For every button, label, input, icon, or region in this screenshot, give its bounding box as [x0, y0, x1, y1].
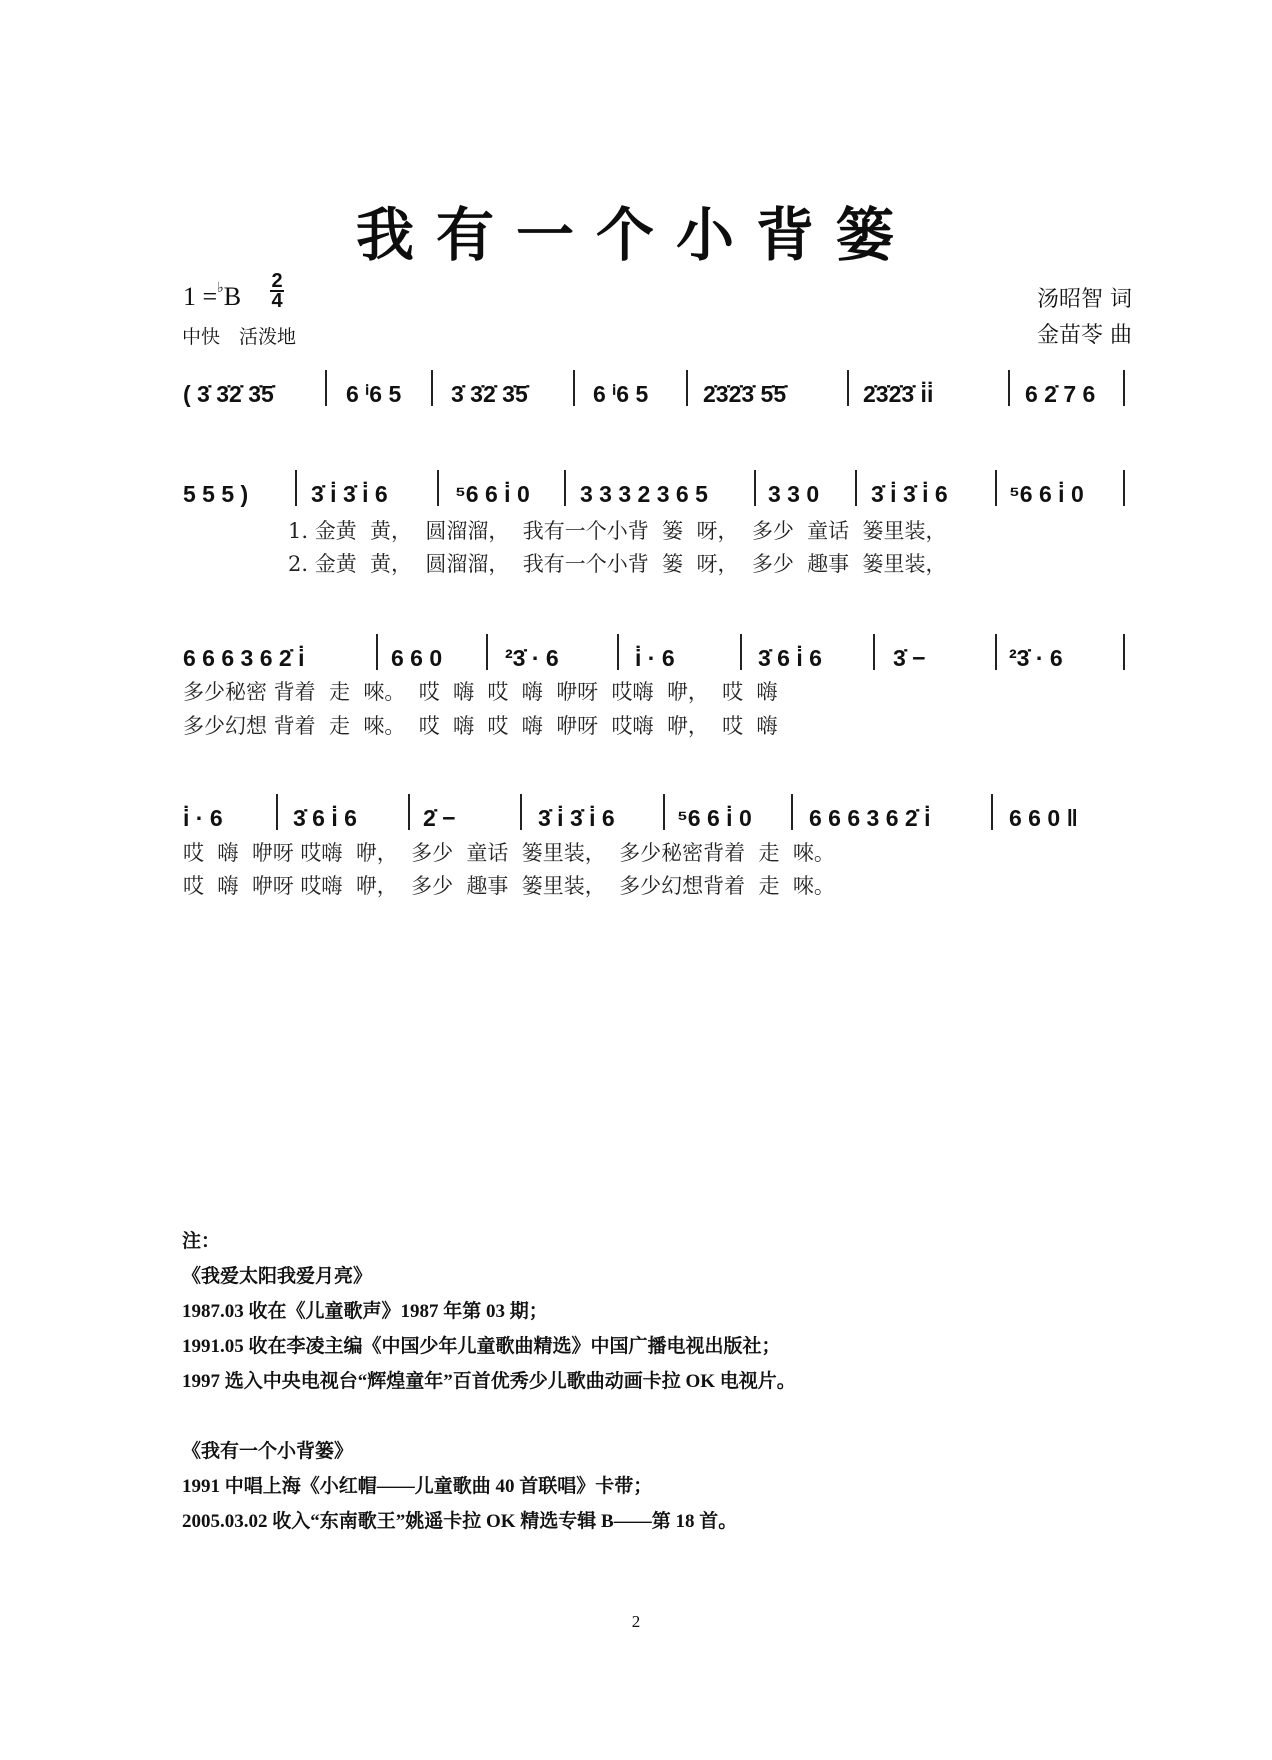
- barline: [791, 794, 793, 830]
- measure: 3 3 3 2 3 6 5: [580, 481, 708, 507]
- time-signature: [270, 272, 284, 310]
- barline: [855, 470, 857, 506]
- measure: i̇ · 6: [183, 805, 223, 831]
- barline: [573, 370, 575, 406]
- notes-section: [182, 1224, 796, 1539]
- measure: 6 ⁱ6 5: [346, 381, 402, 407]
- barline: [847, 370, 849, 406]
- measure: ²3̇ · 6: [1009, 645, 1063, 671]
- measure: 2̇3̇2̇3̇ 5̇5̇: [703, 381, 787, 407]
- measure: ²3̇ · 6: [505, 645, 559, 671]
- barline: [663, 794, 665, 830]
- note-line: 1987.03 收在《儿童歌声》1987 年第 03 期；: [182, 1301, 548, 1322]
- key-signature: [183, 282, 241, 312]
- barline: [873, 634, 875, 670]
- measure: 3̇ i̇ 3̇ i̇ 6: [311, 481, 388, 507]
- measure: 2̇3̇2̇3̇ i̇i̇: [863, 381, 934, 407]
- measure: 3̇ 6 i̇ 6: [293, 805, 357, 831]
- measure: 3 3 0: [768, 481, 820, 507]
- score-line-3: [183, 632, 1133, 672]
- lyric-verse-2: 2. 金黄 黄， 圆溜溜， 我有一个小背 篓 呀， 多少 趣事 篓里装，: [288, 552, 947, 576]
- barline: [1123, 370, 1125, 406]
- score-line-2: [183, 468, 1133, 508]
- barline: [754, 470, 756, 506]
- measure: 6 2̇ 7 6: [1025, 381, 1096, 407]
- measure: 6 6 0 ‖: [1009, 805, 1078, 831]
- barline: [520, 794, 522, 830]
- song-title: 我有一个小背篓: [355, 201, 916, 269]
- lyric-verse-1: 1. 金黄 黄， 圆溜溜， 我有一个小背 篓 呀， 多少 童话 篓里装，: [288, 519, 947, 543]
- barline: [437, 470, 439, 506]
- tempo-marking: 中快 活泼地: [182, 326, 297, 348]
- barline: [276, 794, 278, 830]
- lyric-verse-2: 多少幻想 背着 走 唻。 哎 嗨 哎 嗨 咿呀 哎嗨 咿， 哎 嗨: [183, 714, 778, 738]
- barline: [408, 794, 410, 830]
- lyric-verse-2: 哎 嗨 咿呀 哎嗨 咿， 多少 趣事 篓里装， 多少幻想背着 走 唻。: [183, 874, 835, 898]
- measure: 3̇ 6 i̇ 6: [758, 645, 822, 671]
- measure: 5 5 5 ): [183, 481, 249, 507]
- note-line: 2005.03.02 收入“东南歌王”姚遥卡拉 OK 精选专辑 B——第 18 首。: [182, 1511, 738, 1532]
- barline: [376, 634, 378, 670]
- barline: [995, 470, 997, 506]
- barline: [325, 370, 327, 406]
- measure: 6 ⁱ6 5: [593, 381, 649, 407]
- key-note: B: [223, 282, 242, 311]
- measure: ⁵6 6 i̇ 0: [455, 481, 530, 507]
- note-line: 1991 中唱上海《小红帽——儿童歌曲 40 首联唱》卡带；: [182, 1476, 653, 1497]
- barline: [617, 634, 619, 670]
- measure: 6 6 6 3 6 2̇ i̇: [183, 645, 305, 671]
- note-spacer: [182, 1399, 796, 1434]
- note-line: 《我爱太阳我爱月亮》: [182, 1266, 373, 1287]
- barline: [740, 634, 742, 670]
- barline: [1123, 470, 1125, 506]
- barline: [995, 634, 997, 670]
- barline: [486, 634, 488, 670]
- measure: ⁵6 6 i̇ 0: [1009, 481, 1084, 507]
- notes-label: 注：: [182, 1231, 221, 1252]
- measure: 3̇ −: [893, 645, 926, 671]
- score-line-1: [183, 368, 1133, 408]
- lyric-verse-1: 哎 嗨 咿呀 哎嗨 咿， 多少 童话 篓里装， 多少秘密背着 走 唻。: [183, 841, 835, 865]
- measure: 3̇ 3̇2̇ 3̇5̇: [451, 381, 528, 407]
- measure: 3̇ i̇ 3̇ i̇ 6: [871, 481, 948, 507]
- barline: [1123, 634, 1125, 670]
- meter-bottom: 4: [271, 290, 283, 312]
- key-prefix: 1 =: [183, 282, 218, 311]
- lyric-verse-1: 多少秘密 背着 走 唻。 哎 嗨 哎 嗨 咿呀 哎嗨 咿， 哎 嗨: [183, 680, 778, 704]
- measure: ⁵6 6 i̇ 0: [677, 805, 752, 831]
- measure: i̇ · 6: [635, 645, 675, 671]
- barline: [1008, 370, 1010, 406]
- note-line: 1991.05 收在李凌主编《中国少年儿童歌曲精选》中国广播电视出版社；: [182, 1336, 781, 1357]
- flat-sign: ♭: [217, 281, 224, 296]
- meter-top: 2: [271, 270, 283, 292]
- page-number: 2: [631, 1612, 641, 1631]
- barline: [564, 470, 566, 506]
- barline: [686, 370, 688, 406]
- measure: 6 6 0: [391, 645, 443, 671]
- measure: ( 3̇ 3̇2̇ 3̇5̇: [183, 381, 274, 407]
- note-line: 《我有一个小背篓》: [182, 1441, 354, 1462]
- measure: 6 6 6 3 6 2̇ i̇: [809, 805, 931, 831]
- lyricist-credit: 汤昭智 词: [1037, 287, 1132, 312]
- score-line-4: [183, 792, 1133, 832]
- measure: 2̇ −: [423, 805, 456, 831]
- measure: 3̇ i̇ 3̇ i̇ 6: [538, 805, 615, 831]
- composer-credit: 金苗苓 曲: [1037, 323, 1132, 348]
- note-line: 1997 选入中央电视台“辉煌童年”百首优秀少儿歌曲动画卡拉 OK 电视片。: [182, 1371, 796, 1392]
- barline: [991, 794, 993, 830]
- barline: [295, 470, 297, 506]
- barline: [431, 370, 433, 406]
